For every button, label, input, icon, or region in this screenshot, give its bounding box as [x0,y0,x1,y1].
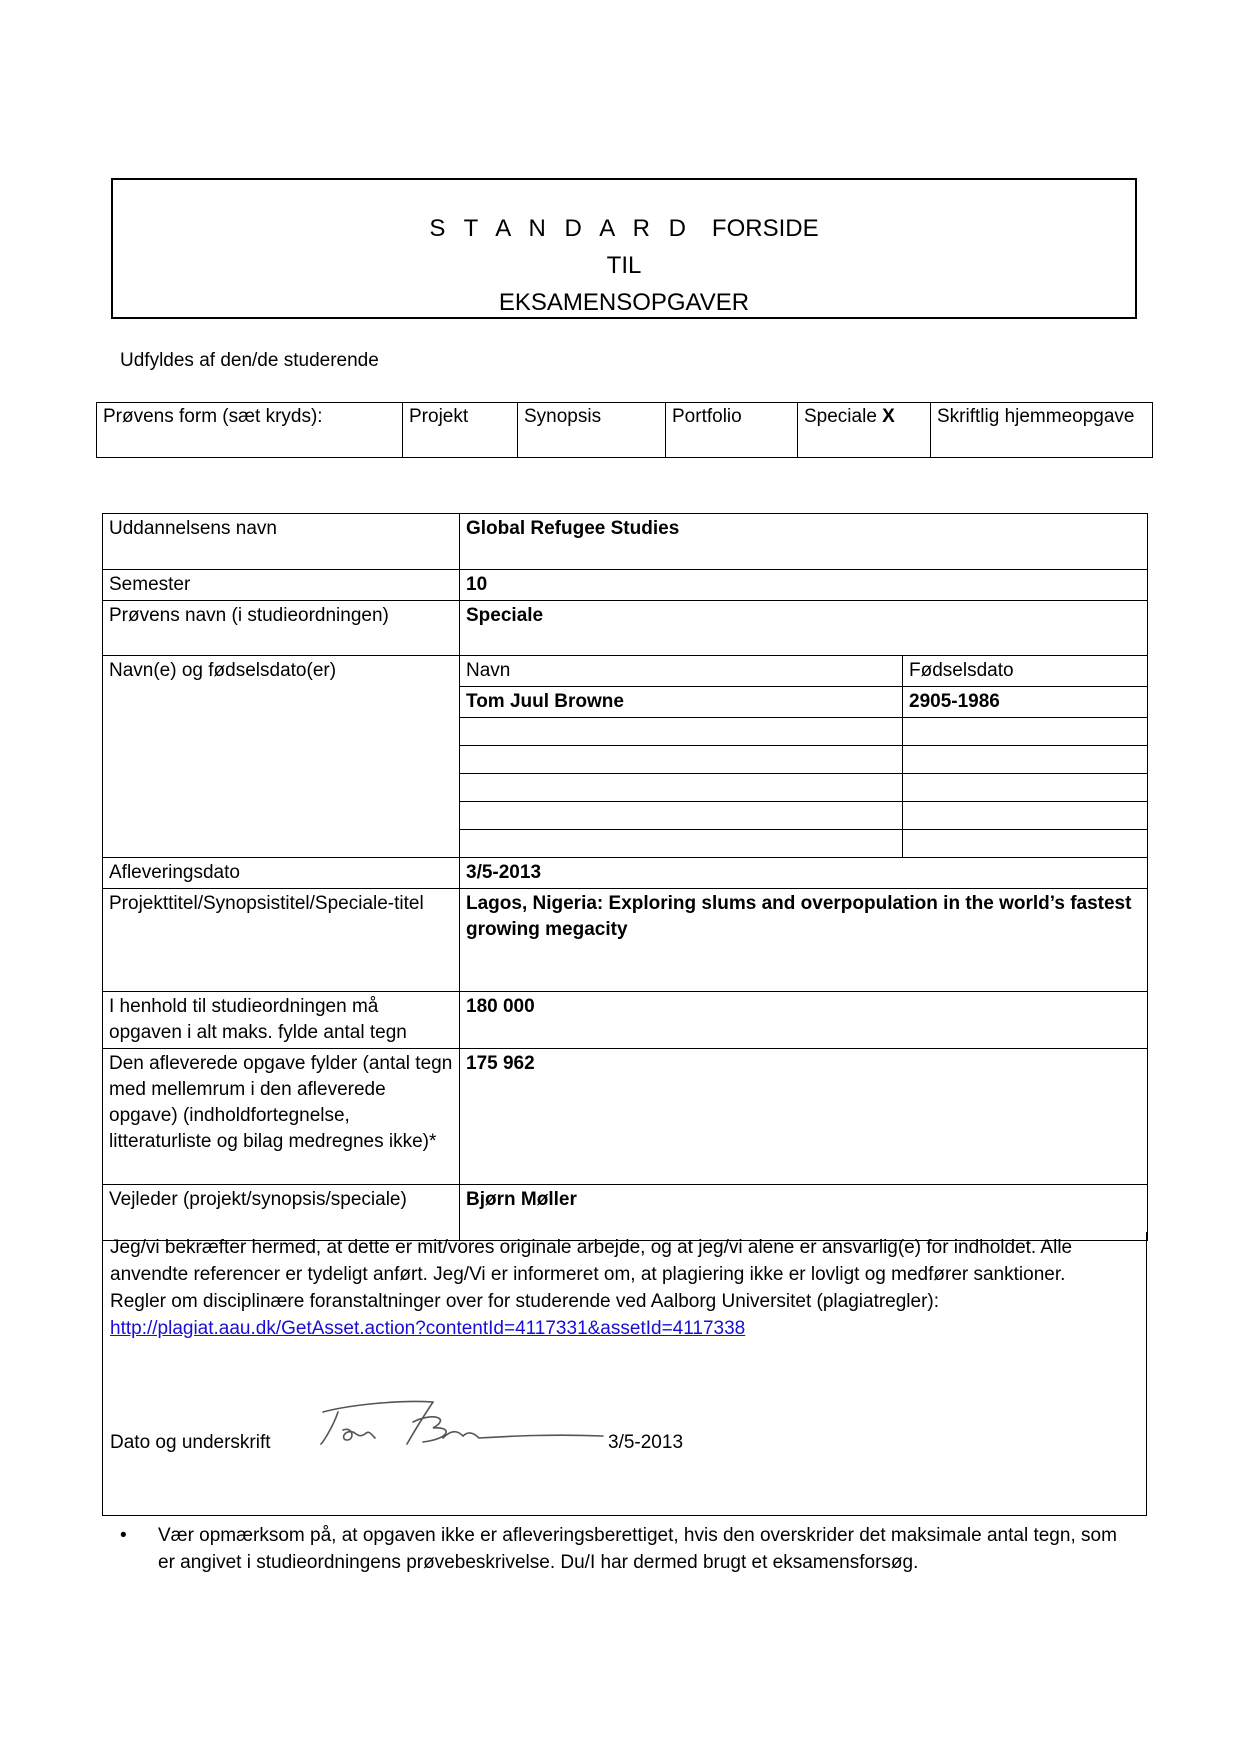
bullet-icon: • [120,1525,127,1546]
student-name: Tom Juul Browne [460,687,903,718]
student-dob: 2905-1986 [903,687,1148,718]
delivery-date-label: Afleveringsdato [103,858,460,889]
char-count-value: 175 962 [460,1049,1148,1185]
speciale-selected-mark: X [882,406,895,427]
title-forside: FORSIDE [711,215,819,242]
exam-form-option-skriftlig[interactable]: Skriftlig hjemmeopgave [931,403,1153,458]
plagiarism-rules-link[interactable]: http://plagiat.aau.dk/GetAsset.action?contentId=4117331&assetId=4117338 [110,1318,746,1339]
speciale-label: Speciale [804,406,877,427]
names-label: Navn(e) og fødselsdato(er) [103,656,460,858]
supervisor-label: Vejleder (projekt/synopsis/speciale) [103,1185,460,1241]
empty-dob-cell [903,774,1148,802]
declaration-box [102,1232,1147,1516]
exam-form-label: Prøvens form (sæt kryds): [97,403,403,458]
note-text: Vær opmærksom på, at opgaven ikke er afleveringsberettiget, hvis den overskrider det maksimale antal tegn, som er angivet i studieordningens prøvebeskrivelse. Du/I har dermed brugt et eksamensforsøg. [158,1525,1117,1573]
exam-form-option-portfolio[interactable]: Portfolio [666,403,798,458]
empty-name-cell [460,774,903,802]
intro-text: Udfyldes af den/de studerende [120,350,379,371]
char-count-label: Den afleverede opgave fylder (antal tegn med mellemrum i den afleverede opgave) (indholdfortegnelse, litteraturliste og bilag medregnes ikke)* [103,1049,460,1185]
exam-form-option-projekt[interactable]: Projekt [403,403,518,458]
title-eksamensopgaver: EKSAMENSOPGAVER [498,289,750,316]
signature-date: 3/5-2013 [608,1432,684,1453]
name-header: Navn [460,656,903,687]
exam-form-option-synopsis[interactable]: Synopsis [518,403,666,458]
dob-header: Fødselsdato [903,656,1148,687]
title-standard: S T A N D A R D [429,215,692,242]
semester-value: 10 [460,570,1148,601]
empty-name-cell [460,746,903,774]
thesis-title-label: Projekttitel/Synopsistitel/Speciale-titel [103,889,460,992]
education-label: Uddannelsens navn [103,514,460,570]
empty-name-cell [460,718,903,746]
exam-name-label: Prøvens navn (i studieordningen) [103,601,460,656]
max-chars-label: I henhold til studieordningen må opgaven i alt maks. fylde antal tegn [103,992,460,1049]
exam-name-value: Speciale [460,601,1148,656]
empty-dob-cell [903,830,1148,858]
plagiarism-rules-text: Regler om disciplinære foranstaltninger over for studerende ved Aalborg Universitet (plagiatregler): [110,1291,940,1312]
empty-name-cell [460,802,903,830]
details-table [102,513,1148,1241]
empty-name-cell [460,830,903,858]
thesis-title-value: Lagos, Nigeria: Exploring slums and overpopulation in the world’s fastest growing megacity [460,889,1148,992]
exam-form-table [96,402,1153,458]
supervisor-value: Bjørn Møller [460,1185,1148,1241]
empty-dob-cell [903,746,1148,774]
exam-form-option-speciale[interactable] [798,403,931,458]
delivery-date-value: 3/5-2013 [460,858,1148,889]
empty-dob-cell [903,718,1148,746]
title-til: TIL [606,252,642,279]
max-chars-value: 180 000 [460,992,1148,1049]
empty-dob-cell [903,802,1148,830]
signature-label: Dato og underskrift [110,1432,271,1453]
semester-label: Semester [103,570,460,601]
declaration-text: Jeg/vi bekræfter hermed, at dette er mit/vores originale arbejde, og at jeg/vi alene er ansvarlig(e) for indholdet. Alle anvendte referencer er tydeligt anført. Jeg/Vi er informeret om, at plagiering ikke er lovligt og medfører sanktioner. [110,1237,1073,1285]
cover-title-box [111,178,1137,319]
education-value: Global Refugee Studies [460,514,1148,570]
handwritten-signature [283,1382,613,1457]
